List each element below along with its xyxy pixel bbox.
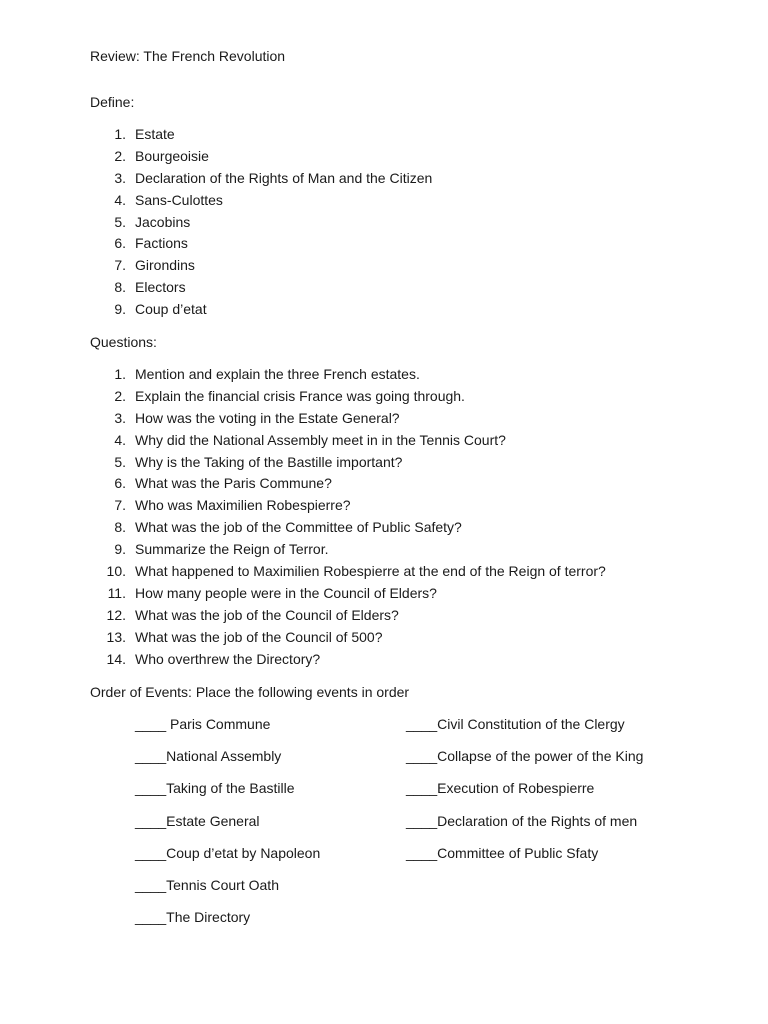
item-text: How was the voting in the Estate General?: [135, 409, 400, 426]
event-item: ____Declaration of the Rights of men: [406, 812, 638, 829]
event-item: ____Estate General: [135, 812, 260, 829]
item-text: What happened to Maximilien Robespierre at the end of the Reign of terror?: [135, 563, 606, 580]
item-number: 12.: [106, 606, 126, 623]
item-number: 9.: [114, 541, 126, 558]
item-text: Explain the financial crisis France was going through.: [135, 387, 465, 404]
item-text: What was the job of the Committee of Public Safety?: [135, 519, 462, 536]
item-number: 1.: [114, 366, 126, 382]
event-item: ____Taking of the Bastille: [135, 780, 295, 797]
item-text: Why did the National Assembly meet in in the Tennis Court?: [135, 431, 506, 448]
item-text: Jacobins: [135, 213, 191, 230]
item-text: Who overthrew the Directory?: [135, 650, 321, 667]
item-number: 6.: [114, 235, 126, 252]
events-left-column: [135, 715, 320, 940]
item-number: 8.: [114, 519, 126, 536]
item-number: 7.: [114, 257, 126, 274]
event-item: ____Collapse of the power of the King: [406, 748, 644, 765]
item-number: 9.: [114, 301, 126, 318]
item-text: How many people were in the Council of Elders?: [135, 584, 437, 601]
item-text: Estate: [135, 126, 175, 142]
item-text: Coup d’etat: [135, 301, 207, 318]
item-number: 2.: [114, 387, 126, 404]
item-number: 6.: [114, 475, 126, 492]
item-number: 11.: [107, 584, 126, 601]
item-text: What was the Paris Commune?: [135, 475, 332, 492]
item-number: 13.: [106, 628, 126, 645]
item-text: Bourgeoisie: [135, 147, 209, 164]
event-item: ____ Paris Commune: [135, 716, 271, 732]
event-item: ____The Directory: [135, 909, 251, 926]
define-heading: Define:: [90, 94, 135, 110]
events-right-column: [406, 715, 643, 876]
item-number: 4.: [114, 191, 126, 208]
item-text: Sans-Culottes: [135, 191, 223, 208]
item-number: 5.: [114, 213, 126, 230]
item-number: 5.: [114, 453, 126, 470]
item-number: 14.: [106, 650, 126, 667]
item-text: Mention and explain the three French estates.: [135, 366, 420, 382]
item-text: Who was Maximilien Robespierre?: [135, 497, 351, 514]
item-text: Why is the Taking of the Bastille important?: [135, 453, 403, 470]
event-item: ____Committee of Public Sfaty: [406, 844, 599, 861]
questions-heading: Questions:: [90, 334, 157, 350]
item-text: What was the job of the Council of Elders?: [135, 606, 399, 623]
event-item: ____Civil Constitution of the Clergy: [406, 716, 625, 732]
order-of-events-heading: Order of Events: Place the following events in order: [90, 684, 410, 700]
item-number: 10.: [106, 563, 126, 580]
event-item: ____Tennis Court Oath: [135, 876, 279, 893]
item-text: What was the job of the Council of 500?: [135, 628, 383, 645]
item-number: 4.: [114, 431, 126, 448]
item-number: 3.: [114, 169, 126, 186]
item-text: Summarize the Reign of Terror.: [135, 541, 329, 558]
event-item: ____Execution of Robespierre: [406, 780, 595, 797]
item-number: 1.: [114, 126, 126, 142]
item-text: Girondins: [135, 257, 195, 274]
item-number: 8.: [114, 279, 126, 296]
page-title: Review: The French Revolution: [90, 48, 286, 64]
event-item: ____National Assembly: [135, 748, 282, 765]
item-number: 2.: [114, 147, 126, 164]
item-number: 7.: [114, 497, 126, 514]
item-text: Electors: [135, 279, 186, 296]
event-item: ____Coup d’etat by Napoleon: [135, 844, 321, 861]
item-text: Declaration of the Rights of Man and the Citizen: [135, 169, 433, 186]
item-text: Factions: [135, 235, 188, 252]
item-number: 3.: [114, 409, 126, 426]
